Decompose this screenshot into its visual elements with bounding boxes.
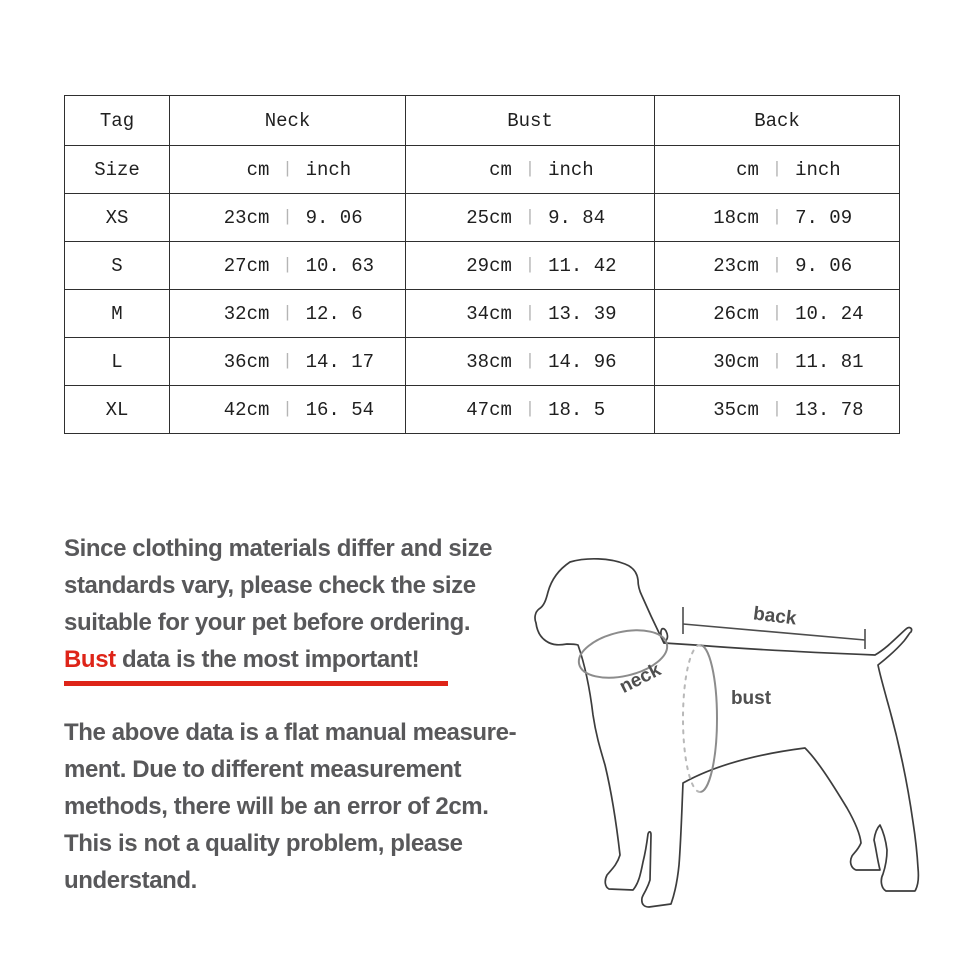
size-label: S: [65, 242, 170, 290]
note-line: methods, there will be an error of 2cm.: [64, 793, 489, 820]
cm-value: 32cm: [223, 302, 270, 325]
value-divider: |: [771, 256, 783, 275]
value-divider: |: [282, 352, 293, 371]
cm-value: 34cm: [466, 302, 512, 325]
inch-value: 12. 6: [305, 302, 363, 325]
unit-divider: |: [282, 160, 293, 179]
note-line: understand.: [64, 867, 197, 894]
neck-label: neck: [616, 659, 665, 698]
unit-divider: |: [771, 160, 783, 179]
size-label: M: [65, 290, 170, 338]
value-divider: |: [524, 352, 536, 371]
table-row-xl: [65, 386, 900, 434]
note-line: suitable for your pet before ordering.: [64, 609, 471, 636]
note-line-highlighted: [64, 641, 492, 678]
value-divider: |: [524, 208, 536, 227]
cm-value: 47cm: [466, 398, 512, 421]
back-cell: [655, 290, 900, 338]
value-divider: |: [524, 256, 536, 275]
unit-inch-label: inch: [305, 158, 352, 181]
unit-cm-label: cm: [489, 158, 512, 181]
unit-cell-neck: [170, 146, 406, 194]
cm-value: 29cm: [466, 254, 512, 277]
corner-cell-tag: Tag: [65, 96, 170, 146]
bust-cell: [406, 242, 655, 290]
inch-value: 14. 17: [305, 350, 375, 373]
neck-cell: [170, 290, 406, 338]
inch-value: 16. 54: [305, 398, 375, 421]
value-divider: |: [282, 400, 293, 419]
inch-value: 13. 78: [795, 398, 864, 421]
size-label: L: [65, 338, 170, 386]
value-divider: |: [282, 304, 293, 323]
note-line: ment. Due to different measurement: [64, 756, 462, 783]
size-table: [64, 95, 900, 434]
inch-value: 14. 96: [548, 350, 617, 373]
back-label: back: [752, 603, 798, 630]
neck-cell: [170, 338, 406, 386]
cm-value: 27cm: [223, 254, 270, 277]
inch-value: 18. 5: [548, 398, 606, 421]
unit-cell-bust: [406, 146, 655, 194]
back-cell: [655, 194, 900, 242]
cm-value: 30cm: [713, 350, 759, 373]
size-label: XS: [65, 194, 170, 242]
inch-value: 10. 63: [305, 254, 375, 277]
table-row-xs: [65, 194, 900, 242]
column-header-bust: Bust: [406, 96, 655, 146]
unit-divider: |: [524, 160, 536, 179]
dog-measurement-diagram: [525, 550, 955, 920]
value-divider: |: [282, 256, 293, 275]
inch-value: 9. 84: [548, 206, 606, 229]
bust-cell: [406, 194, 655, 242]
note-line: Since clothing materials differ and size: [64, 535, 493, 562]
bust-cell: [406, 338, 655, 386]
unit-cell-back: [655, 146, 900, 194]
value-divider: |: [524, 304, 536, 323]
cm-value: 35cm: [713, 398, 759, 421]
dog-outline: [535, 559, 918, 907]
inch-value: 11. 81: [795, 350, 864, 373]
value-divider: |: [771, 304, 783, 323]
value-divider: |: [282, 208, 293, 227]
bust-label: bust: [730, 688, 772, 709]
red-underline: [64, 681, 448, 686]
sizing-note-paragraph: [64, 530, 492, 678]
table-row-l: [65, 338, 900, 386]
value-divider: |: [771, 400, 783, 419]
bust-girth-dashed-arc: [683, 645, 700, 792]
cm-value: 18cm: [713, 206, 759, 229]
size-label: XL: [65, 386, 170, 434]
note-line: This is not a quality problem, please: [64, 830, 463, 857]
note-line: The above data is a flat manual measure-: [64, 719, 517, 746]
corner-cell-size: Size: [65, 146, 170, 194]
back-cell: [655, 386, 900, 434]
column-header-back: Back: [655, 96, 900, 146]
inch-value: 9. 06: [305, 206, 363, 229]
back-cell: [655, 242, 900, 290]
value-divider: |: [524, 400, 536, 419]
neck-cell: [170, 386, 406, 434]
neck-cell: [170, 242, 406, 290]
unit-cm-label: cm: [736, 158, 759, 181]
table-row-m: [65, 290, 900, 338]
unit-inch-label: inch: [795, 158, 841, 181]
bust-cell: [406, 386, 655, 434]
bust-highlight-text: Bust: [64, 646, 116, 673]
cm-value: 36cm: [223, 350, 270, 373]
inch-value: 9. 06: [795, 254, 853, 277]
highlight-rest-text: data is the most important!: [115, 646, 420, 673]
table-row-s: [65, 242, 900, 290]
cm-value: 42cm: [223, 398, 270, 421]
inch-value: 13. 39: [548, 302, 617, 325]
cm-value: 23cm: [713, 254, 759, 277]
measurement-note-paragraph: [64, 714, 516, 899]
back-cell: [655, 338, 900, 386]
neck-cell: [170, 194, 406, 242]
inch-value: 7. 09: [795, 206, 853, 229]
unit-inch-label: inch: [548, 158, 594, 181]
inch-value: 11. 42: [548, 254, 617, 277]
cm-value: 26cm: [713, 302, 759, 325]
bust-cell: [406, 290, 655, 338]
column-header-neck: Neck: [170, 96, 406, 146]
bust-girth-solid-arc: [700, 645, 717, 792]
cm-value: 23cm: [223, 206, 270, 229]
unit-cm-label: cm: [246, 158, 270, 181]
cm-value: 25cm: [466, 206, 512, 229]
note-line: standards vary, please check the size: [64, 572, 476, 599]
table-header-row: [65, 96, 900, 146]
inch-value: 10. 24: [795, 302, 864, 325]
cm-value: 38cm: [466, 350, 512, 373]
value-divider: |: [771, 208, 783, 227]
table-unit-row: [65, 146, 900, 194]
value-divider: |: [771, 352, 783, 371]
